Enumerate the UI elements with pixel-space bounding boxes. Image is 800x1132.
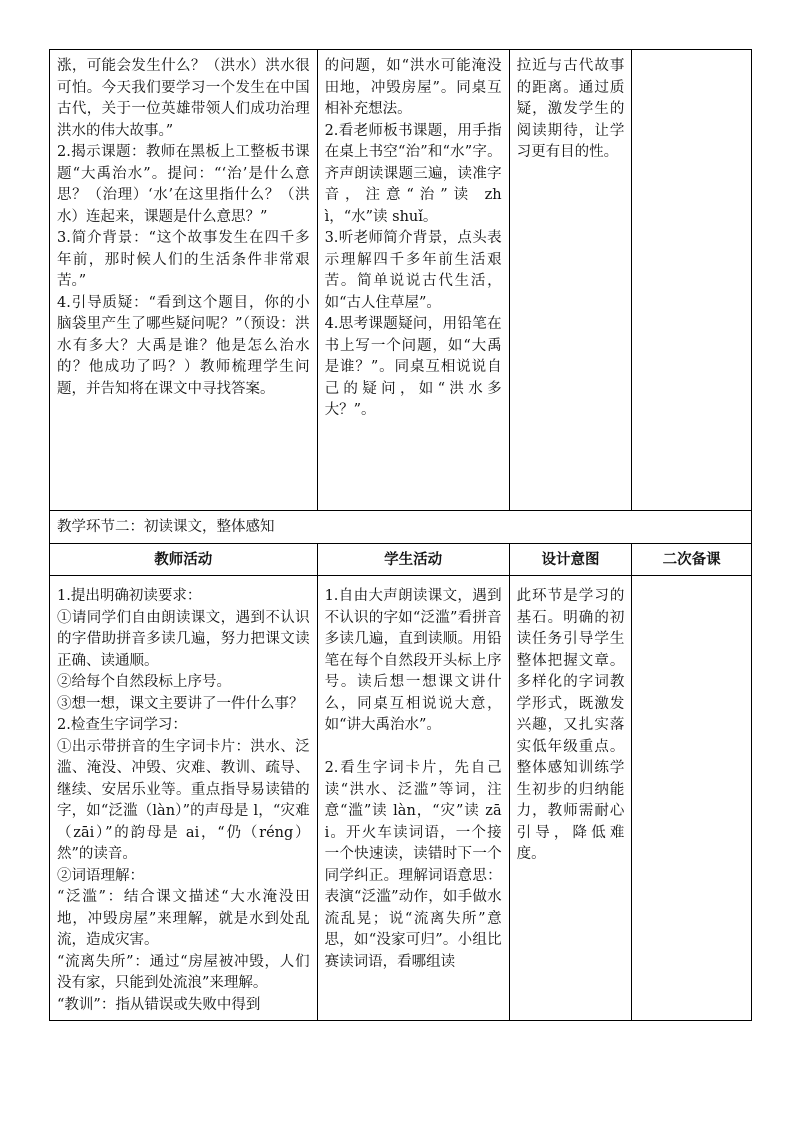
paragraph: 2.揭示课题：教师在黑板上工整板书课题“大禹治水”。提问：“‘治’是什么意思？（治理）‘水’在这里指什么？（洪水）连起来，课题是什么意思？” <box>57 144 310 225</box>
table-row <box>50 50 752 511</box>
paragraph: 1.自由大声朗读课文，遇到不认识的字如“泛滥”看拼音多读几遍，直到读顺。用铅笔在每个自然段开头标上序号。读后想一想课文讲什么，同桌互相说说大意，如“讲大禹治水”。 <box>324 588 502 733</box>
paragraph: “流离失所”：通过“房屋被冲毁，人们没有家，只能到处流浪”来理解。 <box>57 953 310 991</box>
section-row <box>50 511 752 544</box>
paragraph: 4.引导质疑：“看到这个题目，你的小脑袋里产生了哪些疑问呢？”（预设：洪水有多大？大禹是谁？他是怎么治水的？他成功了吗？）教师梳理学生问题，并告知将在课文中寻找答案。 <box>57 294 310 397</box>
header-student-activity: 学生活动 <box>317 543 509 576</box>
paragraph: 4.思考课题疑问，用铅笔在书上写一个问题，如“大禹是谁？”。同桌互相说说自己的疑问，如“洪水多大？”。 <box>324 316 502 418</box>
second-prep-cell <box>632 50 752 511</box>
paragraph: 2.检查生字词学习： <box>57 717 187 733</box>
paragraph: 涨，可能会发生什么？（洪水）洪水很可怕。今天我们要学习一个发生在中国古代，关于一位英雄带领人们成功治理洪水的伟大故事。” <box>57 58 310 139</box>
student-activity-cell <box>317 576 509 1021</box>
paragraph: 此环节是学习的基石。明确的初读任务引导学生整体把握文章。多样化的字词教学形式，既激发兴趣，又扎实落实低年级重点。整体感知训练学生初步的归纳能力，教师需耐心引导，降低难度。 <box>516 588 625 862</box>
paragraph: 的问题，如“洪水可能淹没田地，冲毁房屋”。同桌互相补充想法。 <box>324 58 502 117</box>
header-design-intent: 设计意图 <box>509 543 632 576</box>
teacher-activity-cell <box>50 50 318 511</box>
header-second-prep: 二次备课 <box>632 543 752 576</box>
student-activity-cell <box>317 50 509 511</box>
paragraph: “泛滥”：结合课文描述“大水淹没田地，冲毁房屋”来理解，就是水到处乱流，造成灾害。 <box>57 889 310 948</box>
teacher-activity-cell <box>50 576 318 1021</box>
paragraph: 3.听老师简介背景，点头表示理解四千多年前生活艰苦。简单说说古代生活，如“古人住草屋”。 <box>324 230 502 311</box>
paragraph: “教训”：指从错误或失败中得到 <box>57 996 261 1013</box>
paragraph: 拉近与古代故事的距离。通过质疑，激发学生的阅读期待，让学习更有目的性。 <box>516 58 625 160</box>
design-intent-cell <box>509 50 632 511</box>
paragraph: ①请同学们自由朗读课文，遇到不认识的字借助拼音多读几遍，努力把课文读正确、读通顺。 <box>57 609 310 669</box>
header-row <box>50 543 752 576</box>
lesson-plan-table <box>49 49 752 1021</box>
paragraph: 2.看老师板书课题，用手指在桌上书空“治”和“水”字。齐声朗读课题三遍，读准字音，注意“治”读 zhì，“水”读 shuǐ。 <box>324 122 502 225</box>
paragraph: 2.看生字词卡片，先自己读“洪水、泛滥”等词，注意“滥”读 làn，“灾”读 zāi。开火车读词语，一个接一个快速读，读错时下一个同学纠正。理解词语意思：表演“泛滥”动作，如手做水流乱晃；说“流离失所”意思，如“没家可归”。小组比赛读词语，看哪组读 <box>324 760 502 970</box>
design-intent-cell <box>509 576 632 1021</box>
paragraph: 1.提出明确初读要求： <box>57 588 202 604</box>
paragraph: ②词语理解： <box>57 867 144 884</box>
table-row <box>50 576 752 1021</box>
second-prep-cell <box>632 576 752 1021</box>
header-teacher-activity: 教师活动 <box>50 543 318 576</box>
section-title: 教学环节二：初读课文，整体感知 <box>50 511 752 544</box>
paragraph: ③想一想，课文主要讲了一件什么事？ <box>57 695 304 712</box>
paragraph: ②给每个自然段标上序号。 <box>57 674 231 690</box>
paragraph <box>325 737 502 759</box>
paragraph: 3.简介背景：“这个故事发生在四千多年前，那时候人们的生活条件非常艰苦。” <box>57 230 310 289</box>
paragraph: ①出示带拼音的生字词卡片：洪水、泛滥、淹没、冲毁、灾难、教训、疏导、继续、安居乐业等。重点指导易读错的字，如“泛滥（làn）”的声母是 l，“灾难（zāi）”的韵母是 ai，“仍（réng）然”的读音。 <box>57 738 310 862</box>
